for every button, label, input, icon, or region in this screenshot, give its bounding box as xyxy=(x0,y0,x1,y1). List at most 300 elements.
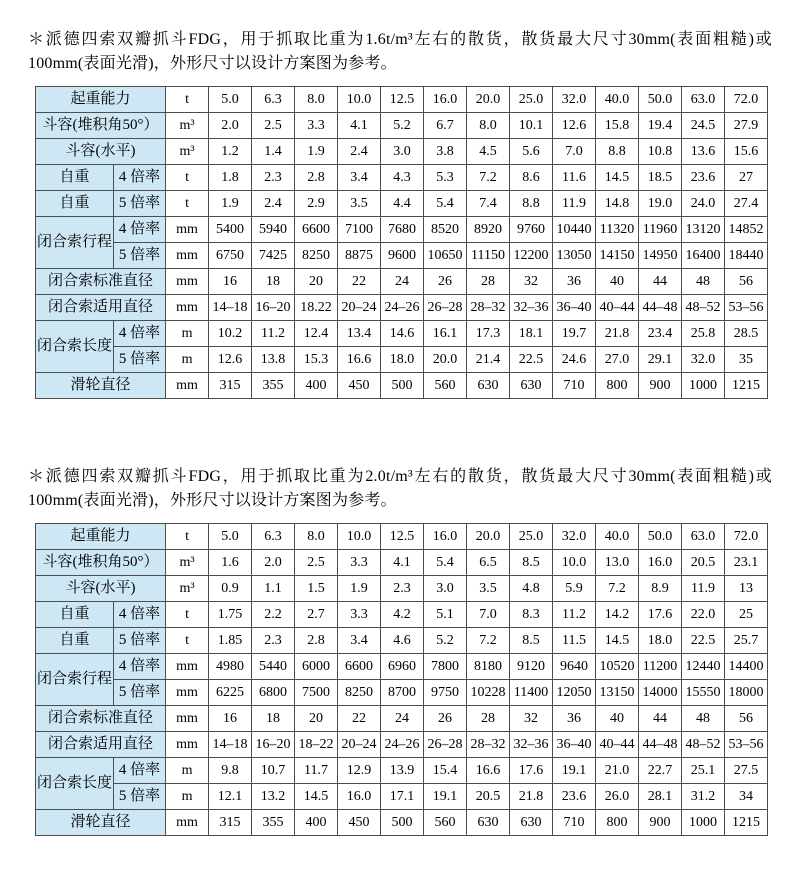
value-cell: 4980 xyxy=(209,654,252,680)
value-cell: 3.3 xyxy=(295,113,338,139)
value-cell: 72.0 xyxy=(725,87,768,113)
value-cell: 53–56 xyxy=(725,295,768,321)
value-cell: 11320 xyxy=(596,217,639,243)
table-row xyxy=(36,87,768,113)
value-cell: 10.0 xyxy=(338,87,381,113)
value-cell: 28–32 xyxy=(467,732,510,758)
value-cell: 12.5 xyxy=(381,87,424,113)
value-cell: 13.2 xyxy=(252,784,295,810)
value-cell: 5.0 xyxy=(209,87,252,113)
value-cell: 7800 xyxy=(424,654,467,680)
value-cell: 35 xyxy=(725,347,768,373)
value-cell: 5.2 xyxy=(381,113,424,139)
value-cell: 2.4 xyxy=(338,139,381,165)
value-cell: 4.1 xyxy=(381,550,424,576)
value-cell: 4.1 xyxy=(338,113,381,139)
value-cell: 7680 xyxy=(381,217,424,243)
value-cell: 14852 xyxy=(725,217,768,243)
table-row xyxy=(36,191,768,217)
value-cell: 14.5 xyxy=(596,165,639,191)
value-cell: 9.8 xyxy=(209,758,252,784)
row-sublabel: 5 倍率 xyxy=(114,191,166,217)
value-cell: 6600 xyxy=(338,654,381,680)
unit-cell: t xyxy=(166,191,209,217)
value-cell: 4.2 xyxy=(381,602,424,628)
value-cell: 7425 xyxy=(252,243,295,269)
table-row xyxy=(36,576,768,602)
row-label: 闭合索适用直径 xyxy=(36,732,166,758)
table-row xyxy=(36,373,768,399)
row-sublabel: 4 倍率 xyxy=(114,217,166,243)
value-cell: 21.4 xyxy=(467,347,510,373)
unit-cell: m³ xyxy=(166,550,209,576)
table-row xyxy=(36,810,768,836)
value-cell: 9600 xyxy=(381,243,424,269)
unit-cell: t xyxy=(166,87,209,113)
value-cell: 3.3 xyxy=(338,550,381,576)
value-cell: 19.1 xyxy=(424,784,467,810)
value-cell: 5.3 xyxy=(424,165,467,191)
value-cell: 36 xyxy=(553,269,596,295)
value-cell: 2.5 xyxy=(295,550,338,576)
value-cell: 5.0 xyxy=(209,524,252,550)
value-cell: 25 xyxy=(725,602,768,628)
unit-cell: m xyxy=(166,321,209,347)
unit-cell: mm xyxy=(166,373,209,399)
row-sublabel: 5 倍率 xyxy=(114,784,166,810)
value-cell: 13.9 xyxy=(381,758,424,784)
value-cell: 21.8 xyxy=(510,784,553,810)
value-cell: 400 xyxy=(295,373,338,399)
value-cell: 23.4 xyxy=(639,321,682,347)
value-cell: 13.6 xyxy=(682,139,725,165)
value-cell: 44–48 xyxy=(639,732,682,758)
value-cell: 24.6 xyxy=(553,347,596,373)
intro-paragraph-2: ＊派德四索双瓣抓斗FDG，用于抓取比重为2.0t/m³左右的散货，散货最大尺寸30mm(表面粗糙)或100mm(表面光滑)，外形尺寸以设计方案图为参考。 xyxy=(28,468,772,509)
table-row xyxy=(36,347,768,373)
unit-cell: m xyxy=(166,784,209,810)
value-cell: 3.8 xyxy=(424,139,467,165)
value-cell: 10228 xyxy=(467,680,510,706)
value-cell: 7500 xyxy=(295,680,338,706)
value-cell: 20.0 xyxy=(467,524,510,550)
value-cell: 40–44 xyxy=(596,732,639,758)
unit-cell: mm xyxy=(166,654,209,680)
value-cell: 2.3 xyxy=(252,628,295,654)
value-cell: 32 xyxy=(510,706,553,732)
value-cell: 22 xyxy=(338,706,381,732)
unit-cell: mm xyxy=(166,680,209,706)
value-cell: 26–28 xyxy=(424,732,467,758)
value-cell: 7.4 xyxy=(467,191,510,217)
value-cell: 9760 xyxy=(510,217,553,243)
value-cell: 6.3 xyxy=(252,87,295,113)
value-cell: 630 xyxy=(467,373,510,399)
value-cell: 56 xyxy=(725,706,768,732)
value-cell: 18000 xyxy=(725,680,768,706)
table-row xyxy=(36,217,768,243)
value-cell: 12.4 xyxy=(295,321,338,347)
intro-paragraph-1: ＊派德四索双瓣抓斗FDG，用于抓取比重为1.6t/m³左右的散货，散货最大尺寸30mm(表面粗糙)或100mm(表面光滑)，外形尺寸以设计方案图为参考。 xyxy=(28,31,772,72)
value-cell: 15.3 xyxy=(295,347,338,373)
value-cell: 8250 xyxy=(295,243,338,269)
value-cell: 1.5 xyxy=(295,576,338,602)
value-cell: 5.4 xyxy=(424,191,467,217)
value-cell: 2.2 xyxy=(252,602,295,628)
value-cell: 22.7 xyxy=(639,758,682,784)
value-cell: 28 xyxy=(467,706,510,732)
value-cell: 5.2 xyxy=(424,628,467,654)
value-cell: 20.5 xyxy=(467,784,510,810)
value-cell: 1.2 xyxy=(209,139,252,165)
row-sublabel: 5 倍率 xyxy=(114,680,166,706)
value-cell: 40.0 xyxy=(596,524,639,550)
table-row xyxy=(36,321,768,347)
value-cell: 8.5 xyxy=(510,550,553,576)
value-cell: 48–52 xyxy=(682,295,725,321)
row-sublabel: 4 倍率 xyxy=(114,758,166,784)
value-cell: 14150 xyxy=(596,243,639,269)
row-label: 斗容(堆积角50°） xyxy=(36,113,166,139)
value-cell: 19.1 xyxy=(553,758,596,784)
unit-cell: m³ xyxy=(166,113,209,139)
value-cell: 27.0 xyxy=(596,347,639,373)
unit-cell: m xyxy=(166,347,209,373)
value-cell: 28.1 xyxy=(639,784,682,810)
value-cell: 53–56 xyxy=(725,732,768,758)
value-cell: 27.5 xyxy=(725,758,768,784)
value-cell: 1.9 xyxy=(338,576,381,602)
value-cell: 44–48 xyxy=(639,295,682,321)
unit-cell: t xyxy=(166,602,209,628)
value-cell: 4.3 xyxy=(381,165,424,191)
value-cell: 20.0 xyxy=(424,347,467,373)
value-cell: 8.8 xyxy=(510,191,553,217)
row-sublabel: 5 倍率 xyxy=(114,628,166,654)
row-label: 滑轮直径 xyxy=(36,810,166,836)
value-cell: 26–28 xyxy=(424,295,467,321)
value-cell: 18.0 xyxy=(639,628,682,654)
value-cell: 17.6 xyxy=(510,758,553,784)
value-cell: 2.0 xyxy=(209,113,252,139)
value-cell: 17.6 xyxy=(639,602,682,628)
value-cell: 3.0 xyxy=(424,576,467,602)
row-label: 斗容(水平) xyxy=(36,139,166,165)
value-cell: 500 xyxy=(381,810,424,836)
value-cell: 6960 xyxy=(381,654,424,680)
value-cell: 8.9 xyxy=(639,576,682,602)
value-cell: 6600 xyxy=(295,217,338,243)
unit-cell: t xyxy=(166,524,209,550)
unit-cell: t xyxy=(166,165,209,191)
value-cell: 29.1 xyxy=(639,347,682,373)
row-label: 斗容(水平) xyxy=(36,576,166,602)
row-label: 闭合索标准直径 xyxy=(36,706,166,732)
unit-cell: mm xyxy=(166,243,209,269)
row-label: 起重能力 xyxy=(36,87,166,113)
value-cell: 14.5 xyxy=(596,628,639,654)
value-cell: 20 xyxy=(295,269,338,295)
value-cell: 7100 xyxy=(338,217,381,243)
value-cell: 16–20 xyxy=(252,732,295,758)
value-cell: 5.6 xyxy=(510,139,553,165)
value-cell: 14950 xyxy=(639,243,682,269)
value-cell: 13.4 xyxy=(338,321,381,347)
value-cell: 8.0 xyxy=(295,524,338,550)
value-cell: 32.0 xyxy=(682,347,725,373)
row-label: 起重能力 xyxy=(36,524,166,550)
value-cell: 5.9 xyxy=(553,576,596,602)
value-cell: 24–26 xyxy=(381,295,424,321)
value-cell: 23.1 xyxy=(725,550,768,576)
value-cell: 7.0 xyxy=(467,602,510,628)
value-cell: 44 xyxy=(639,706,682,732)
value-cell: 2.3 xyxy=(252,165,295,191)
value-cell: 28.5 xyxy=(725,321,768,347)
value-cell: 8.3 xyxy=(510,602,553,628)
value-cell: 1000 xyxy=(682,373,725,399)
value-cell: 12.5 xyxy=(381,524,424,550)
value-cell: 26.0 xyxy=(596,784,639,810)
value-cell: 710 xyxy=(553,373,596,399)
value-cell: 20–24 xyxy=(338,732,381,758)
value-cell: 18.1 xyxy=(510,321,553,347)
value-cell: 3.4 xyxy=(338,165,381,191)
value-cell: 32 xyxy=(510,269,553,295)
table-row xyxy=(36,602,768,628)
value-cell: 900 xyxy=(639,373,682,399)
value-cell: 14400 xyxy=(725,654,768,680)
value-cell: 9750 xyxy=(424,680,467,706)
value-cell: 16 xyxy=(209,706,252,732)
value-cell: 4.6 xyxy=(381,628,424,654)
spec-section-1.6t xyxy=(28,28,772,399)
value-cell: 11150 xyxy=(467,243,510,269)
value-cell: 72.0 xyxy=(725,524,768,550)
value-cell: 800 xyxy=(596,373,639,399)
value-cell: 48 xyxy=(682,269,725,295)
value-cell: 11.2 xyxy=(553,602,596,628)
value-cell: 16.0 xyxy=(639,550,682,576)
value-cell: 2.9 xyxy=(295,191,338,217)
value-cell: 6750 xyxy=(209,243,252,269)
table-row xyxy=(36,165,768,191)
value-cell: 16.0 xyxy=(424,87,467,113)
value-cell: 3.3 xyxy=(338,602,381,628)
value-cell: 21.0 xyxy=(596,758,639,784)
value-cell: 14.5 xyxy=(295,784,338,810)
value-cell: 12050 xyxy=(553,680,596,706)
value-cell: 18.0 xyxy=(381,347,424,373)
value-cell: 630 xyxy=(510,810,553,836)
row-sublabel: 4 倍率 xyxy=(114,321,166,347)
value-cell: 32–36 xyxy=(510,295,553,321)
value-cell: 2.3 xyxy=(381,576,424,602)
value-cell: 16–20 xyxy=(252,295,295,321)
value-cell: 355 xyxy=(252,373,295,399)
value-cell: 800 xyxy=(596,810,639,836)
value-cell: 22.5 xyxy=(682,628,725,654)
value-cell: 500 xyxy=(381,373,424,399)
value-cell: 450 xyxy=(338,810,381,836)
value-cell: 10520 xyxy=(596,654,639,680)
value-cell: 13.0 xyxy=(596,550,639,576)
value-cell: 11.5 xyxy=(553,628,596,654)
value-cell: 25.0 xyxy=(510,87,553,113)
value-cell: 1.85 xyxy=(209,628,252,654)
value-cell: 15550 xyxy=(682,680,725,706)
spec-section-2.0t xyxy=(28,465,772,836)
value-cell: 16.6 xyxy=(467,758,510,784)
value-cell: 10.1 xyxy=(510,113,553,139)
value-cell: 23.6 xyxy=(553,784,596,810)
value-cell: 18.22 xyxy=(295,295,338,321)
table-row xyxy=(36,680,768,706)
value-cell: 400 xyxy=(295,810,338,836)
table-row xyxy=(36,706,768,732)
value-cell: 14.8 xyxy=(596,191,639,217)
value-cell: 40 xyxy=(596,269,639,295)
value-cell: 40.0 xyxy=(596,87,639,113)
value-cell: 900 xyxy=(639,810,682,836)
table-row xyxy=(36,732,768,758)
value-cell: 11.6 xyxy=(553,165,596,191)
row-label: 闭合索长度 xyxy=(36,758,114,810)
value-cell: 11200 xyxy=(639,654,682,680)
value-cell: 17.3 xyxy=(467,321,510,347)
value-cell: 1.75 xyxy=(209,602,252,628)
value-cell: 8700 xyxy=(381,680,424,706)
row-sublabel: 5 倍率 xyxy=(114,243,166,269)
value-cell: 14–18 xyxy=(209,732,252,758)
value-cell: 25.1 xyxy=(682,758,725,784)
value-cell: 32.0 xyxy=(553,87,596,113)
value-cell: 31.2 xyxy=(682,784,725,810)
value-cell: 7.0 xyxy=(553,139,596,165)
value-cell: 1.9 xyxy=(209,191,252,217)
table-row xyxy=(36,295,768,321)
row-label: 斗容(堆积角50°） xyxy=(36,550,166,576)
value-cell: 7.2 xyxy=(596,576,639,602)
table-row xyxy=(36,758,768,784)
value-cell: 10.8 xyxy=(639,139,682,165)
value-cell: 32.0 xyxy=(553,524,596,550)
value-cell: 16400 xyxy=(682,243,725,269)
value-cell: 40–44 xyxy=(596,295,639,321)
value-cell: 15.6 xyxy=(725,139,768,165)
row-label: 闭合索适用直径 xyxy=(36,295,166,321)
value-cell: 18.5 xyxy=(639,165,682,191)
value-cell: 1.9 xyxy=(295,139,338,165)
value-cell: 22 xyxy=(338,269,381,295)
table-row xyxy=(36,654,768,680)
value-cell: 8.0 xyxy=(467,113,510,139)
table-row xyxy=(36,139,768,165)
value-cell: 24–26 xyxy=(381,732,424,758)
spec-table-body xyxy=(36,524,768,836)
value-cell: 25.7 xyxy=(725,628,768,654)
unit-cell: m³ xyxy=(166,576,209,602)
value-cell: 23.6 xyxy=(682,165,725,191)
spec-table-body xyxy=(36,87,768,399)
value-cell: 10.0 xyxy=(553,550,596,576)
value-cell: 8520 xyxy=(424,217,467,243)
spec-table-1.6t xyxy=(35,86,768,399)
value-cell: 27 xyxy=(725,165,768,191)
value-cell: 1000 xyxy=(682,810,725,836)
value-cell: 710 xyxy=(553,810,596,836)
value-cell: 8.6 xyxy=(510,165,553,191)
value-cell: 12440 xyxy=(682,654,725,680)
value-cell: 18 xyxy=(252,706,295,732)
value-cell: 8.5 xyxy=(510,628,553,654)
unit-cell: mm xyxy=(166,295,209,321)
value-cell: 15.4 xyxy=(424,758,467,784)
value-cell: 8180 xyxy=(467,654,510,680)
row-label: 自重 xyxy=(36,191,114,217)
value-cell: 18 xyxy=(252,269,295,295)
value-cell: 16.1 xyxy=(424,321,467,347)
value-cell: 36 xyxy=(553,706,596,732)
value-cell: 48–52 xyxy=(682,732,725,758)
value-cell: 24 xyxy=(381,269,424,295)
value-cell: 7.2 xyxy=(467,628,510,654)
row-sublabel: 4 倍率 xyxy=(114,165,166,191)
value-cell: 2.4 xyxy=(252,191,295,217)
value-cell: 11.7 xyxy=(295,758,338,784)
value-cell: 63.0 xyxy=(682,524,725,550)
value-cell: 13120 xyxy=(682,217,725,243)
value-cell: 10440 xyxy=(553,217,596,243)
unit-cell: m xyxy=(166,758,209,784)
value-cell: 13.8 xyxy=(252,347,295,373)
value-cell: 24.0 xyxy=(682,191,725,217)
value-cell: 12.6 xyxy=(209,347,252,373)
value-cell: 16 xyxy=(209,269,252,295)
value-cell: 1.8 xyxy=(209,165,252,191)
value-cell: 21.8 xyxy=(596,321,639,347)
value-cell: 13050 xyxy=(553,243,596,269)
value-cell: 10.7 xyxy=(252,758,295,784)
value-cell: 44 xyxy=(639,269,682,295)
value-cell: 27.4 xyxy=(725,191,768,217)
value-cell: 2.8 xyxy=(295,165,338,191)
value-cell: 630 xyxy=(510,373,553,399)
table-row xyxy=(36,550,768,576)
row-label: 滑轮直径 xyxy=(36,373,166,399)
value-cell: 10650 xyxy=(424,243,467,269)
value-cell: 17.1 xyxy=(381,784,424,810)
table-row xyxy=(36,628,768,654)
value-cell: 6.3 xyxy=(252,524,295,550)
row-label: 自重 xyxy=(36,165,114,191)
value-cell: 13 xyxy=(725,576,768,602)
value-cell: 12200 xyxy=(510,243,553,269)
value-cell: 34 xyxy=(725,784,768,810)
value-cell: 6.5 xyxy=(467,550,510,576)
value-cell: 1.6 xyxy=(209,550,252,576)
value-cell: 32–36 xyxy=(510,732,553,758)
value-cell: 16.0 xyxy=(424,524,467,550)
spec-table-2.0t xyxy=(35,523,768,836)
value-cell: 3.5 xyxy=(467,576,510,602)
value-cell: 36–40 xyxy=(553,732,596,758)
value-cell: 6000 xyxy=(295,654,338,680)
value-cell: 26 xyxy=(424,706,467,732)
row-sublabel: 5 倍率 xyxy=(114,347,166,373)
table-row xyxy=(36,243,768,269)
value-cell: 1.1 xyxy=(252,576,295,602)
